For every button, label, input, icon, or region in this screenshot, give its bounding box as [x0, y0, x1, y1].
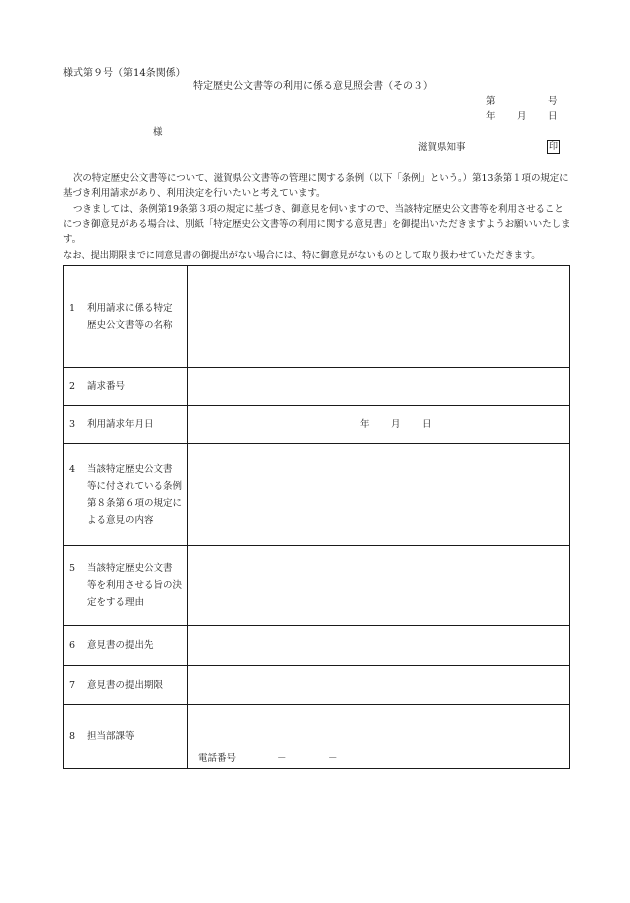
table-row	[64, 546, 570, 626]
table-row	[64, 368, 570, 406]
row-label-line: 当該特定歴史公文書	[87, 463, 173, 475]
body-text-3: なお、提出期限までに同意見書の御提出がない場合には、特に御意見がないものとして取り扱わせていただきます。	[63, 250, 541, 261]
body-text-1: 次の特定歴史公文書等について、滋賀県公文書等の管理に関する条例（以下「条例」という。）第13条第１項の規定に基づき利用請求があり、利用決定を行いたいと考えています。	[63, 173, 569, 199]
row-value-6[interactable]	[188, 626, 570, 666]
row-label-5	[64, 546, 188, 626]
row-number: 3	[69, 419, 76, 430]
date-month-label: 月	[517, 111, 527, 122]
row-label-8	[64, 705, 188, 769]
doc-number-suffix: 号	[548, 96, 558, 107]
inquiry-form-table	[63, 265, 570, 769]
row-label-line: 利用請求年月日	[87, 419, 154, 430]
body-text-2: つきましては、条例第19条第３項の規定に基づき、御意見を伺いますので、当該特定歴史公文書等を利用させることにつき御意見がある場合は、別紙「特定歴史公文書等の利用に関する意見書」を御提出いただきますようお願いいたします。	[63, 204, 571, 245]
row-value-1[interactable]	[188, 266, 570, 368]
row-label-6	[64, 626, 188, 666]
row-value-8[interactable]	[188, 705, 570, 769]
row-value-4[interactable]	[188, 444, 570, 546]
row-number: 4	[69, 463, 76, 475]
row-label-line: 担当部課等	[87, 731, 135, 742]
row-number: 5	[69, 563, 76, 574]
row-value-2[interactable]	[188, 368, 570, 406]
row-label-3	[64, 406, 188, 444]
row-label-line: 意見書の提出期限	[87, 679, 164, 691]
seal-stamp: 印	[548, 142, 558, 152]
document-title: 特定歴史公文書等の利用に係る意見照会書（その３）	[193, 81, 433, 92]
body-paragraph-2	[63, 202, 573, 247]
row-label-line: 等に付されている条例	[87, 480, 183, 492]
row-label-line: 歴史公文書等の名称	[87, 319, 173, 331]
date-year-label: 年	[486, 111, 496, 122]
row-label-7	[64, 666, 188, 705]
table-row	[64, 705, 570, 769]
request-date-year: 年	[360, 419, 370, 430]
body-paragraph-3	[63, 248, 583, 263]
table-row	[64, 626, 570, 666]
phone-number-label: 電話番号	[198, 753, 237, 764]
row-label-line: 利用請求に係る特定	[87, 302, 173, 314]
table-row	[64, 406, 570, 444]
row-number: 8	[69, 731, 76, 742]
row-number: 2	[69, 381, 76, 392]
table-row	[64, 666, 570, 705]
row-number: 6	[69, 640, 76, 651]
phone-separator-2: －	[328, 753, 338, 764]
row-label-4	[64, 444, 188, 546]
request-date-day: 日	[422, 419, 432, 430]
doc-number-prefix: 第	[486, 96, 496, 107]
row-label-line: よる意見の内容	[87, 514, 154, 526]
row-label-line: 当該特定歴史公文書	[87, 563, 173, 574]
sender-name: 滋賀県知事	[418, 142, 466, 153]
date-day-label: 日	[548, 111, 558, 122]
row-value-7[interactable]	[188, 666, 570, 705]
row-value-5[interactable]	[188, 546, 570, 626]
row-label-line: 等を利用させる旨の決	[87, 580, 183, 591]
row-label-line: 定をする理由	[87, 597, 145, 608]
row-label-2	[64, 368, 188, 406]
body-paragraph-1	[63, 171, 573, 201]
request-date-month: 月	[391, 419, 401, 430]
row-number: 1	[69, 302, 76, 314]
row-value-3[interactable]	[188, 406, 570, 444]
row-label-line: 意見書の提出先	[87, 640, 154, 651]
row-label-line: 請求番号	[87, 381, 126, 392]
row-label-line: 第８条第６項の規定に	[87, 497, 183, 509]
form-number: 様式第９号（第14条関係）	[63, 68, 186, 79]
phone-separator-1: －	[277, 753, 287, 764]
table-row	[64, 444, 570, 546]
row-number: 7	[69, 679, 76, 691]
table-row	[64, 266, 570, 368]
addressee-suffix: 様	[153, 127, 163, 138]
row-label-1	[64, 266, 188, 368]
